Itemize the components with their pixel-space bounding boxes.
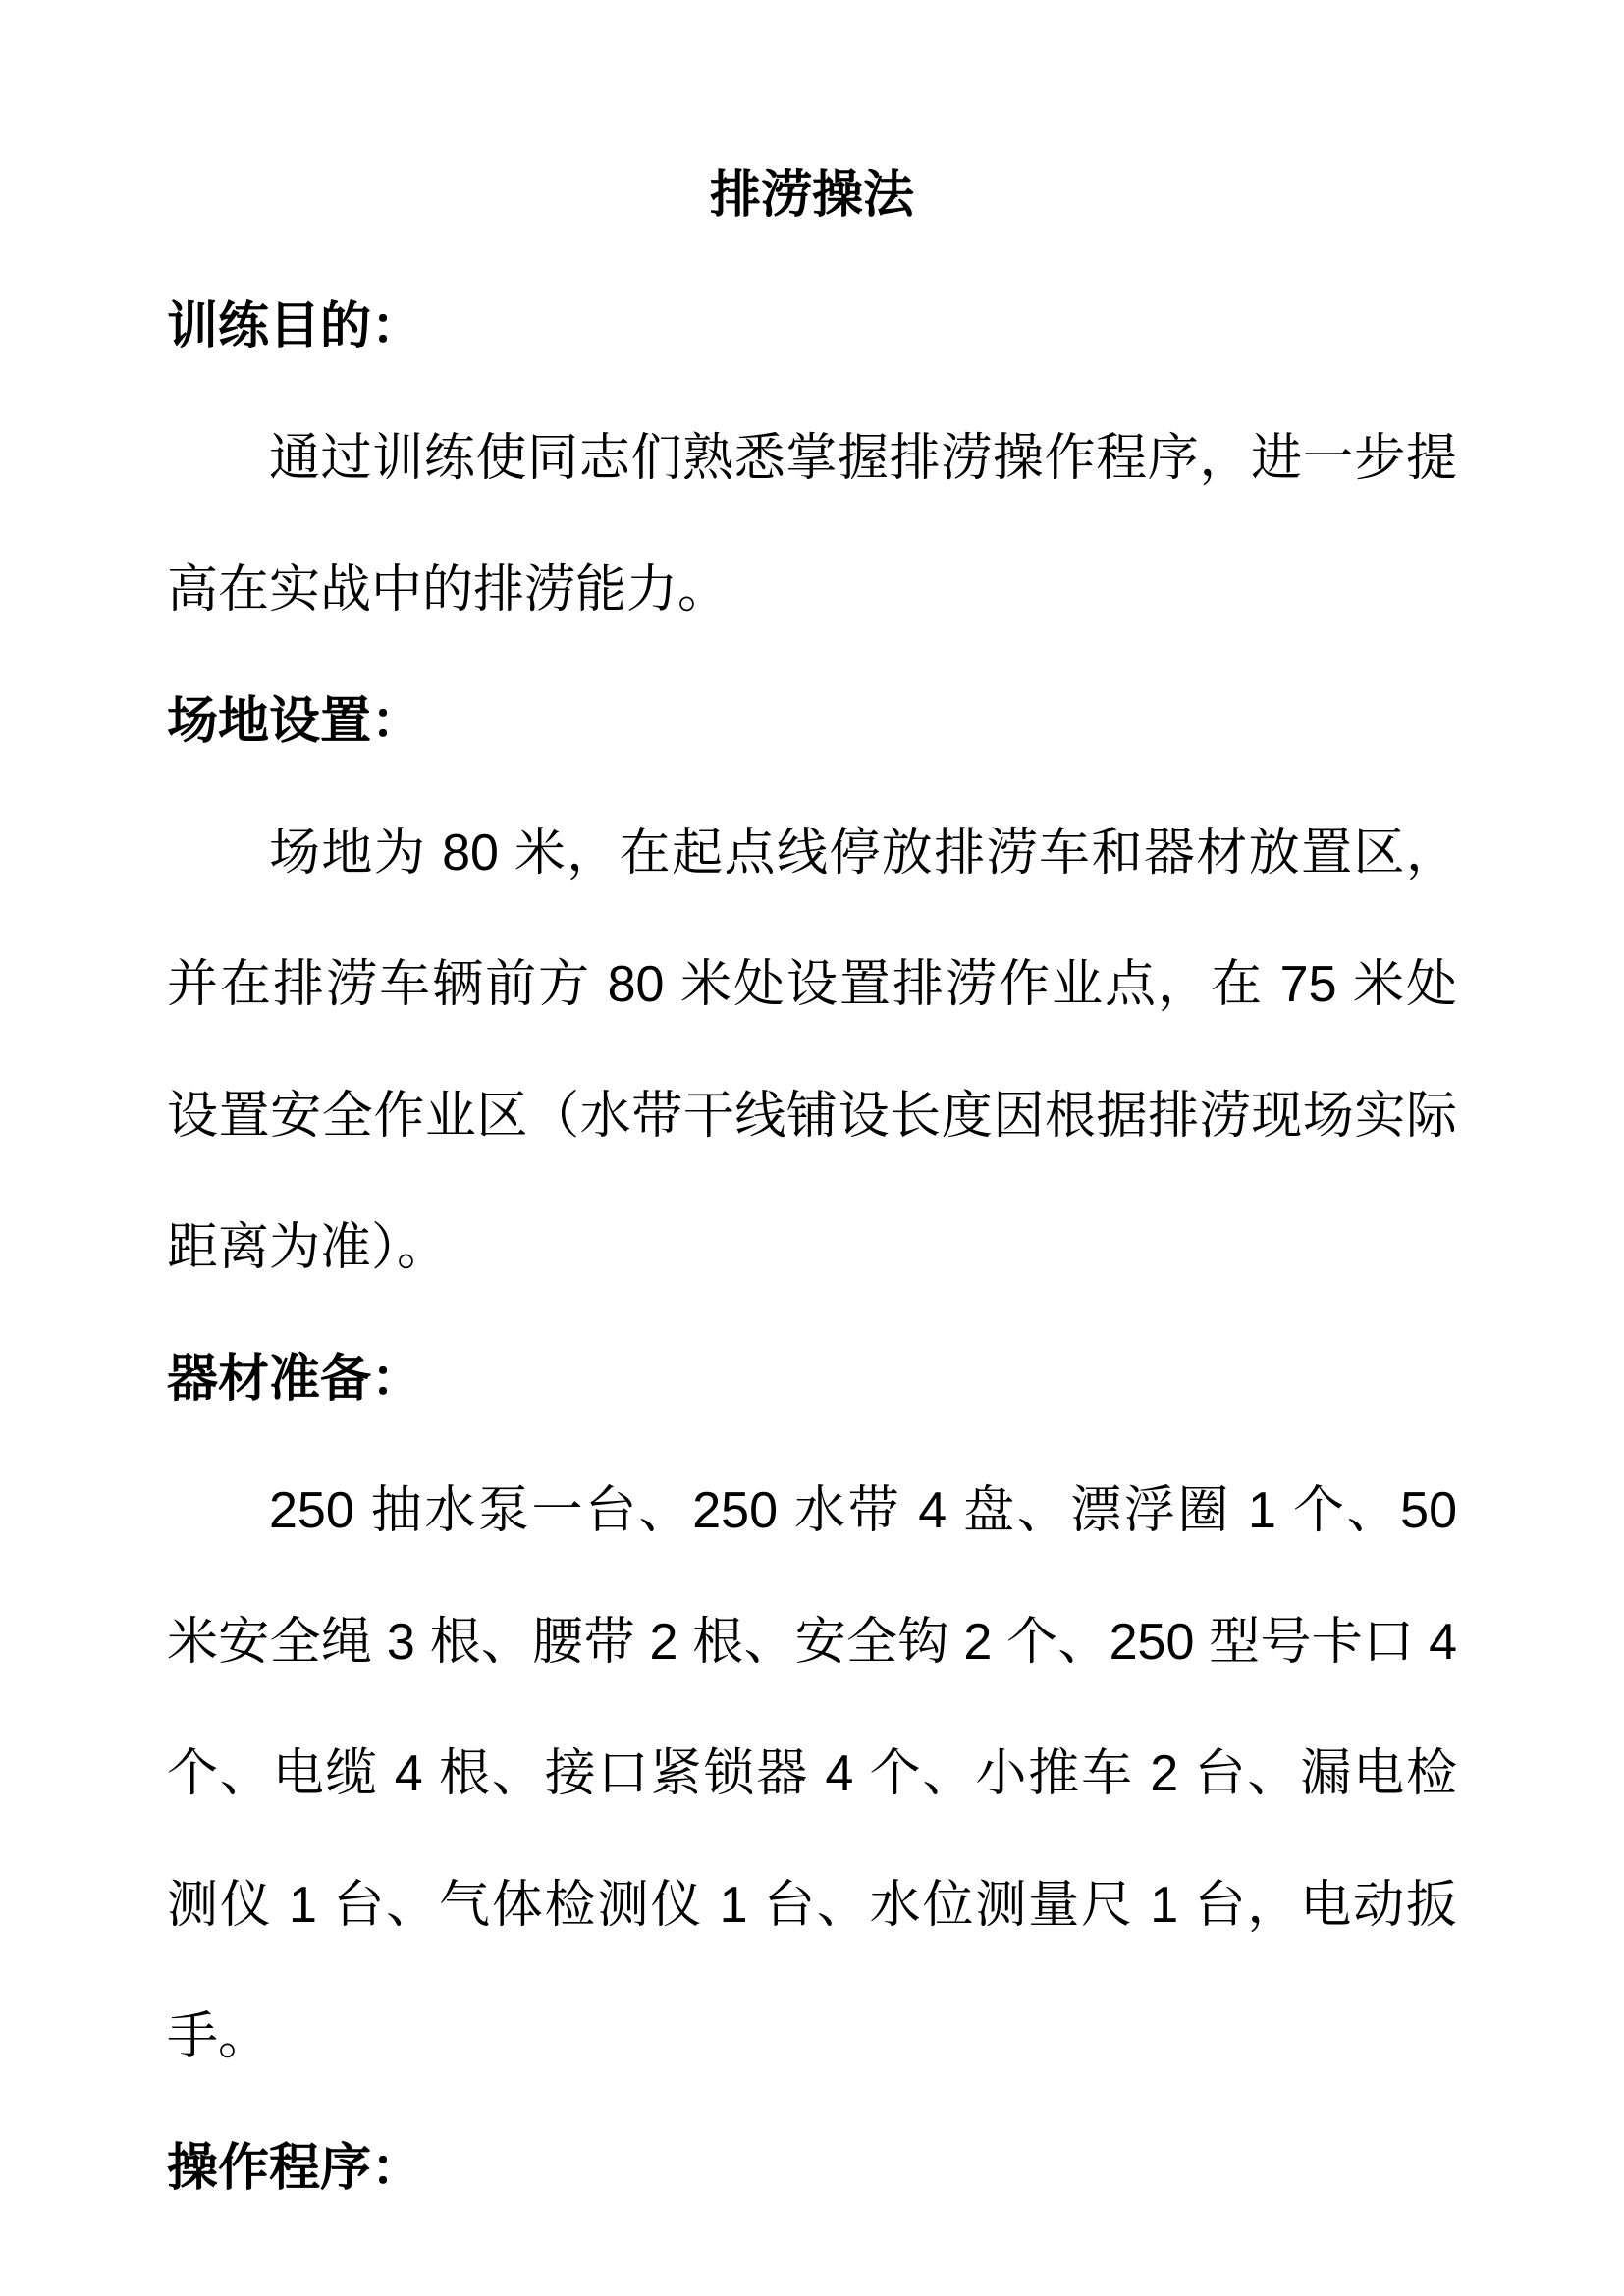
section-heading: 场地设置： <box>167 693 423 750</box>
section-paragraph: 250 抽水泵一台、250 水带 4 盘、漂浮圈 1 个、50 米安全绳 3 根、腰带 2 根、安全钩 2 个、250 型号卡口 4 个、电缆 4 根、接口紧锁器 4 个、小推车 2 台、漏电检测仪 1 台、气体检测仪 1 台、水位测量尺 1 台，电动扳手。 <box>167 1482 1457 2065</box>
section-heading: 操作程序： <box>167 2140 423 2197</box>
section-paragraph: 场地为 80 米，在起点线停放排涝车和器材放置区，并在排涝车辆前方 80 米处设置排涝作业点，在 75 米处设置安全作业区（水带干线铺设长度因根据排涝现场实际距离为准）。 <box>167 825 1457 1276</box>
document-title: 排涝操法 <box>709 167 914 224</box>
section-heading: 训练目的： <box>167 298 423 355</box>
section-paragraph: 通过训练使同志们熟悉掌握排涝操作程序，进一步提高在实战中的排涝能力。 <box>167 430 1457 618</box>
section-heading: 器材准备： <box>167 1351 423 1408</box>
document-body <box>167 261 1457 2234</box>
